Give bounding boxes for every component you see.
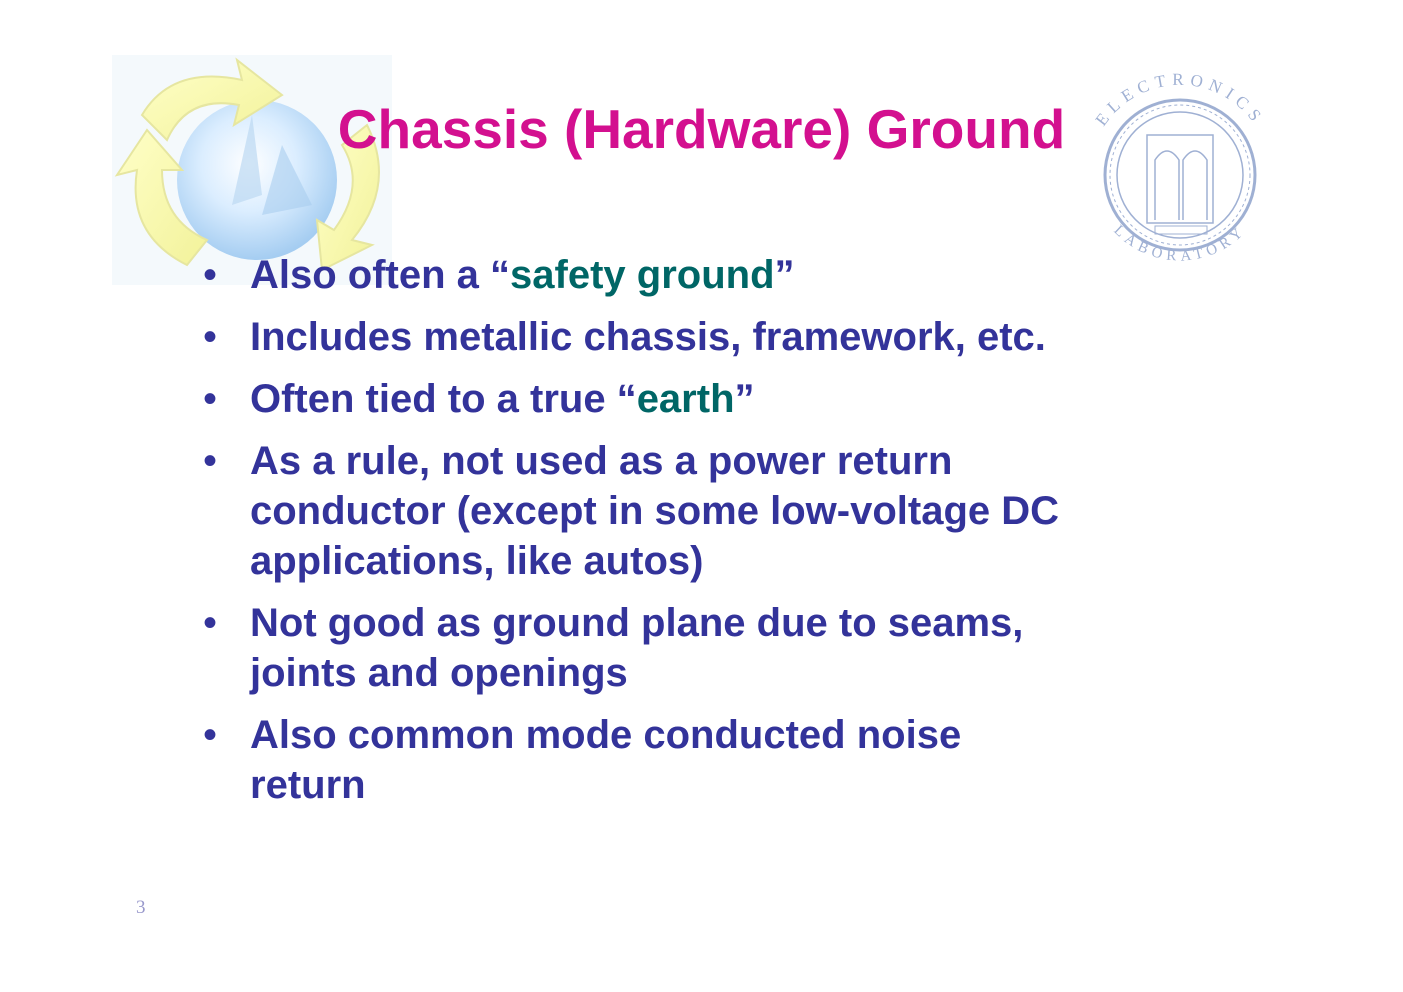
bullet-dot-icon: • — [203, 601, 218, 645]
slide-title: Chassis (Hardware) Ground — [337, 98, 1066, 160]
bullet-list — [200, 250, 1250, 822]
bullet-item — [200, 436, 1250, 586]
bullet-text: applications, like autos) — [250, 539, 704, 583]
bullet-text: ” — [734, 377, 755, 421]
bullet-item — [200, 312, 1250, 362]
bullet-text: Not good as ground plane due to seams, — [250, 601, 1024, 645]
bullet-highlight: earth — [636, 377, 735, 421]
bullet-highlight: safety ground — [510, 253, 775, 297]
bullet-item — [200, 374, 1250, 424]
bullet-text: Includes metallic chassis, framework, etc. — [250, 315, 1046, 359]
bullet-text: Also often a “ — [250, 253, 511, 297]
bullet-item — [200, 250, 1250, 300]
bullet-text: As a rule, not used as a power return — [250, 439, 953, 483]
bullet-dot-icon: • — [203, 713, 218, 757]
bullet-text: joints and openings — [250, 651, 628, 695]
bullet-text: Also common mode conducted noise — [250, 713, 962, 757]
svg-text:ELECTRONICS: ELECTRONICS — [1091, 69, 1269, 130]
bullet-text: ” — [774, 253, 795, 297]
bullet-text: conductor (except in some low-voltage DC — [250, 489, 1060, 533]
bullet-item — [200, 710, 1250, 810]
bullet-item — [200, 598, 1250, 698]
bullet-text: Often tied to a true “ — [250, 377, 637, 421]
page-number: 3 — [136, 897, 146, 918]
bullet-dot-icon: • — [203, 315, 218, 359]
bullet-dot-icon: • — [203, 439, 218, 483]
bullet-dot-icon: • — [203, 377, 218, 421]
bullet-text: return — [250, 763, 366, 807]
svg-text:LABORATORY: LABORATORY — [1110, 222, 1250, 265]
bullet-dot-icon: • — [203, 253, 218, 297]
